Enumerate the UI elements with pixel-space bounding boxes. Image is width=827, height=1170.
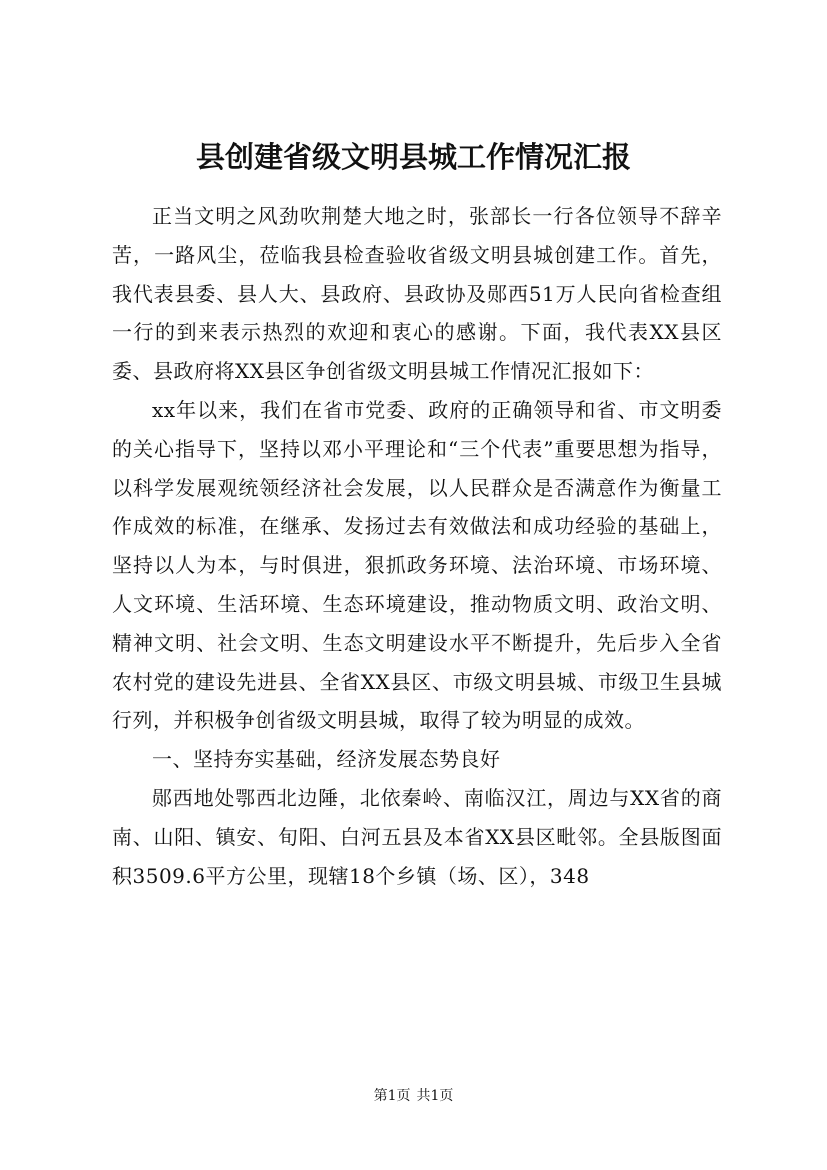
paragraph-overview: xx年以来，我们在省市党委、政府的正确领导和省、市文明委的关心指导下，坚持以邓小平理论和“三个代表”重要思想为指导，以科学发展观统领经济社会发展，以人民群众是否满意作为衡量工作成效的标准，在继承、发扬过去有效做法和成功经验的基础上，坚持以人为本，与时俱进，狠抓政务环境、法治环境、市场环境、人文环境、生活环境、生态环境建设，推动物质文明、政治文明、精神文明、社会文明、生态文明建设水平不断提升，先后步入全省农村党的建设先进县、全省XX县区、市级文明县城、市级卫生县城行列，并积极争创省级文明县城，取得了较为明显的成效。 [112,397,722,733]
section-heading: 一、坚持夯实基础，经济发展态势良好 [152,747,501,772]
paragraph-geography: 郧西地处鄂西北边陲，北依秦岭、南临汉江，周边与XX省的商南、山阳、镇安、旬阳、白河五县及本省XX县区毗邻。全县版图面积3509.6平方公里，现辖18个乡镇（场、区），348 [112,785,722,888]
paragraph-intro: 正当文明之风劲吹荆楚大地之时，张部长一行各位领导不辞辛苦，一路风尘，莅临我县检查验收省级文明县城创建工作。首先，我代表县委、县人大、县政府、县政协及郧西51万人民向省检查组一行的到来表示热烈的欢迎和衷心的感谢。下面，我代表XX县区委、县政府将XX县区争创省级文明县城工作情况汇报如下： [112,204,722,384]
document-body [112,197,722,895]
page-footer [0,1085,827,1105]
page-number: 第1页 [373,1088,411,1104]
page-total: 共1页 [416,1088,454,1104]
document-title: 县创建省级文明县城工作情况汇报 [195,140,631,174]
